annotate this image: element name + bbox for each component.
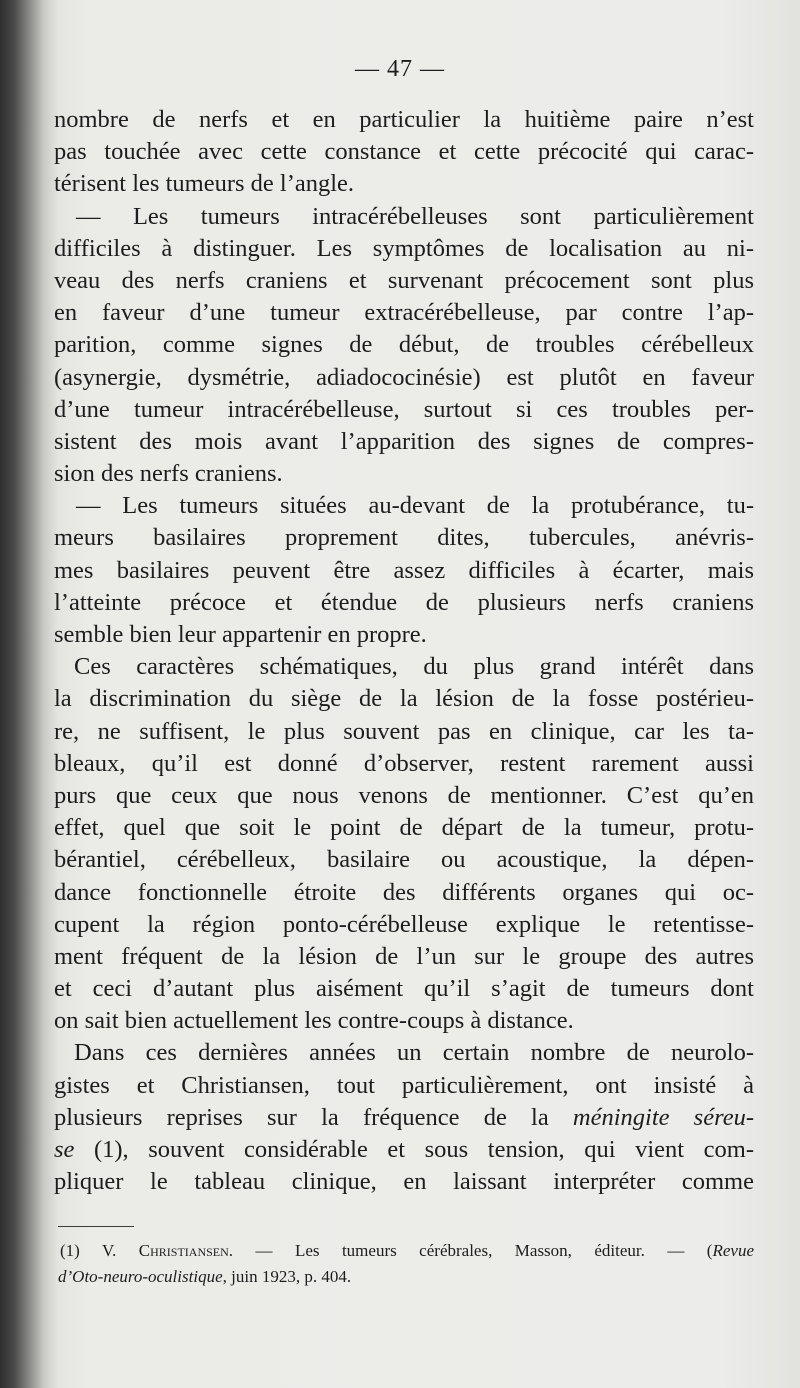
text-line: la discrimination du siège de la lésion de la fosse postérieu-: [54, 685, 754, 713]
footnote-line: [58, 1264, 754, 1290]
text-line: mes basilaires peuvent être assez difficiles à écarter, mais: [54, 556, 754, 584]
text-line-with-emphasis: [54, 1134, 754, 1166]
text-line: nombre de nerfs et en particulier la huitième paire n’est: [54, 106, 754, 133]
text-line: gistes et Christiansen, tout particulièrement, ont insisté à: [54, 1071, 754, 1099]
text-line: veau des nerfs craniens et survenant précocement sont plus: [54, 266, 754, 294]
text-line: bérantiel, cérébelleux, basilaire ou acoustique, la dépen-: [54, 846, 754, 874]
footnote-text: — Les tumeurs cérébrales, Masson, éditeur. — (: [233, 1241, 713, 1260]
italic-term: se: [54, 1136, 75, 1163]
text-line: ment fréquent de la lésion de l’un sur le groupe des autres: [54, 942, 754, 970]
paragraph-start-line: — Les tumeurs situées au-devant de la protubérance, tu-: [76, 492, 754, 520]
body-text: [54, 104, 754, 1198]
footnote-line: [58, 1238, 754, 1264]
text-line-with-emphasis: [54, 1102, 754, 1134]
text-line: sistent des mois avant l’apparition des signes de compres-: [54, 427, 754, 455]
footnote-journal: d’Oto-neuro-oculistique: [58, 1267, 223, 1286]
text-line: térisent les tumeurs de l’angle.: [54, 170, 355, 198]
text-line: sion des nerfs craniens.: [54, 460, 283, 488]
footnote-author: Christiansen.: [138, 1241, 234, 1260]
text-fragment: plusieurs reprises sur la fréquence de la: [54, 1103, 573, 1131]
text-line: on sait bien actuellement les contre-coups à distance.: [54, 1007, 574, 1035]
text-line: parition, comme signes de début, de troubles cérébelleux: [54, 331, 754, 359]
paragraph-start-line: Dans ces dernières années un certain nombre de neurolo-: [74, 1039, 754, 1067]
italic-term: méningite séreu-: [572, 1103, 754, 1131]
paragraph-start-line: — Les tumeurs intracérébelleuses sont particulièrement: [76, 202, 754, 230]
text-line: en faveur d’une tumeur extracérébelleuse, par contre l’ap-: [54, 299, 754, 327]
text-line: semble bien leur appartenir en propre.: [54, 621, 427, 648]
page-number: — 47 —: [355, 56, 445, 82]
text-line: pas touchée avec cette constance et cette précocité qui carac-: [54, 138, 754, 166]
text-line: pliquer le tableau clinique, en laissant interpréter comme: [54, 1168, 754, 1196]
text-line: d’une tumeur intracérébelleuse, surtout si ces troubles per-: [54, 395, 754, 423]
text-line: effet, quel que soit le point de départ de la tumeur, protu-: [54, 814, 754, 842]
footnote-text: , juin 1923, p. 404.: [222, 1267, 352, 1286]
footnote-marker: (1) V.: [60, 1241, 117, 1260]
footnote-separator: [58, 1226, 134, 1227]
text-line: purs que ceux que nous venons de mentionner. C’est qu’en: [54, 781, 754, 809]
text-line: re, ne suffisent, le plus souvent pas en clinique, car les ta-: [54, 717, 754, 745]
text-line: l’atteinte précoce et étendue de plusieurs nerfs craniens: [54, 588, 754, 616]
paragraph-start-line: Ces caractères schématiques, du plus grand intérêt dans: [74, 653, 754, 681]
text-line: meurs basilaires proprement dites, tubercules, anévris-: [54, 524, 754, 552]
text-line: bleaux, qu’il est donné d’observer, restent rarement aussi: [54, 749, 754, 777]
text-fragment: (1), souvent considérable et sous tension, qui vient com-: [74, 1136, 754, 1163]
footnote: [58, 1238, 754, 1290]
text-line: difficiles à distinguer. Les symptômes de localisation au ni-: [54, 234, 754, 262]
text-line: (asynergie, dysmétrie, adiadococinésie) est plutôt en faveur: [54, 363, 754, 391]
footnote-journal: Revue: [712, 1241, 754, 1260]
text-line: cupent la région ponto-cérébelleuse explique le retentisse-: [54, 910, 754, 938]
text-line: et ceci d’autant plus aisément qu’il s’agit de tumeurs dont: [54, 975, 754, 1003]
text-line: dance fonctionnelle étroite des différents organes qui oc-: [54, 878, 754, 906]
